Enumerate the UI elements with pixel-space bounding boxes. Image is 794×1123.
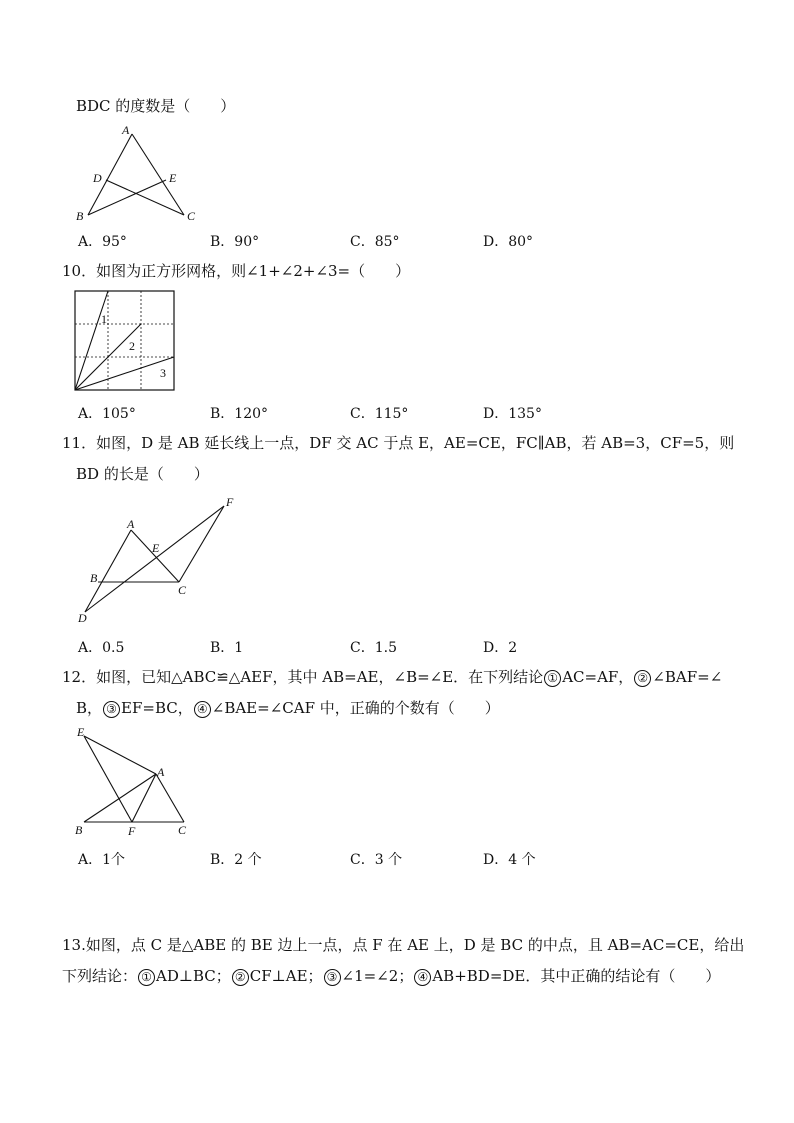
q12-figure [70,724,200,842]
q9-option-b: B．90° [210,234,260,250]
q11-label-f: F [226,495,234,509]
q10-grid-figure [74,290,178,394]
q10-option-c: C．115° [350,406,409,422]
q10-ray-1 [75,291,108,390]
q13-circled-4: ④ [414,969,431,986]
q12-stem-text-1a: 12．如图，已知△ABC≌△AEF，其中 AB=AE，∠B=∠E．在下列结论 [62,668,544,686]
q12-side-af [132,774,156,822]
q9-stem-tail [76,96,235,116]
q11-option-b: B．1 [210,640,244,656]
q12-option-b: B．2 个 [210,852,262,868]
q10-option-a: A．105° [78,406,136,422]
q13-circled-3: ③ [324,969,341,986]
q9-option-c: C．85° [350,234,400,250]
q11-option-c: C．1.5 [350,640,397,656]
q13-stem-line-1: 13.如图，点 C 是△ABE 的 BE 边上一点，点 F 在 AE 上，D 是 BC 的中点，且 AB=AC=CE，给出 [62,936,745,954]
q12-stem-text-2a: B， [76,699,103,717]
q12-stem-text-2b: EF=BC， [121,699,193,717]
q12-side-ab [84,774,156,822]
q12-stem-text-1c: ∠BAF=∠ [652,668,723,686]
q9-option-a: A．95° [78,234,127,250]
q12-stem-line-1 [62,667,722,687]
q13-stem-text-2d: ∠1=∠2； [341,967,414,985]
q11-line-df [85,506,224,612]
q9-label-d: D [93,171,102,185]
q12-label-f: F [128,824,136,838]
q9-label-b: B [76,209,84,223]
q13-circled-2: ② [232,969,249,986]
q12-circled-3: ③ [103,701,120,718]
q10-label-angle-3: 3 [160,366,166,380]
q12-label-c: C [178,823,187,837]
q12-label-e: E [77,725,85,739]
q11-label-a: A [127,517,135,531]
q12-option-d: D．4 个 [483,852,536,868]
q13-stem-text-2c: CF⊥AE； [249,967,323,985]
q12-side-ac [156,774,184,822]
q11-label-b: B [90,571,98,585]
q9-figure [70,122,210,226]
q11-label-e: E [152,541,160,555]
q12-stem-line-2 [76,698,500,718]
q11-option-d: D．2 [483,640,518,656]
q12-stem-text-2c: ∠BAE=∠CAF 中，正确的个数有（ ） [211,699,500,717]
q9-label-c: C [187,209,196,223]
q10-label-angle-1: 1 [101,312,107,326]
q13-stem-text-2b: AD⊥BC； [156,967,231,985]
q10-option-d: D．135° [483,406,542,422]
q10-option-b: B．120° [210,406,269,422]
q13-stem-text-2e: AB+BD=DE．其中正确的结论有（ ） [432,967,721,985]
q11-label-d: D [78,611,87,625]
q12-label-a: A [157,765,165,779]
q13-stem-text-2a: 下列结论： [62,967,138,985]
q9-option-d: D．80° [483,234,534,250]
q11-segment-cf [179,506,224,582]
q12-option-a: A．1个 [78,852,126,868]
q9-label-e: E [169,171,177,185]
q9-label-a: A [122,123,130,137]
q13-stem-line-2 [62,966,720,986]
q9-stem-text: BDC 的度数是（ ） [76,97,236,115]
q9-segment-be [88,180,166,215]
q12-circled-2: ② [634,670,651,687]
q10-label-angle-2: 2 [129,339,135,353]
q12-stem-text-1b: AC=AF， [562,668,634,686]
q11-label-c: C [178,583,187,597]
q11-stem-line-2: BD 的长是（ ） [76,465,209,483]
q13-circled-1: ① [138,969,155,986]
q12-circled-4: ④ [194,701,211,718]
q12-option-c: C．3 个 [350,852,403,868]
q11-figure [72,492,242,624]
q12-label-b: B [75,823,83,837]
q11-side-ac [131,530,179,582]
q10-stem: 10．如图为正方形网格，则∠1+∠2+∠3=（ ） [62,262,411,280]
q11-stem-line-1: 11．如图，D 是 AB 延长线上一点，DF 交 AC 于点 E，AE=CE，FC∥AB，若 AB=3，CF=5，则 [62,434,735,452]
q11-option-a: A．0.5 [78,640,125,656]
q12-circled-1: ① [544,670,561,687]
